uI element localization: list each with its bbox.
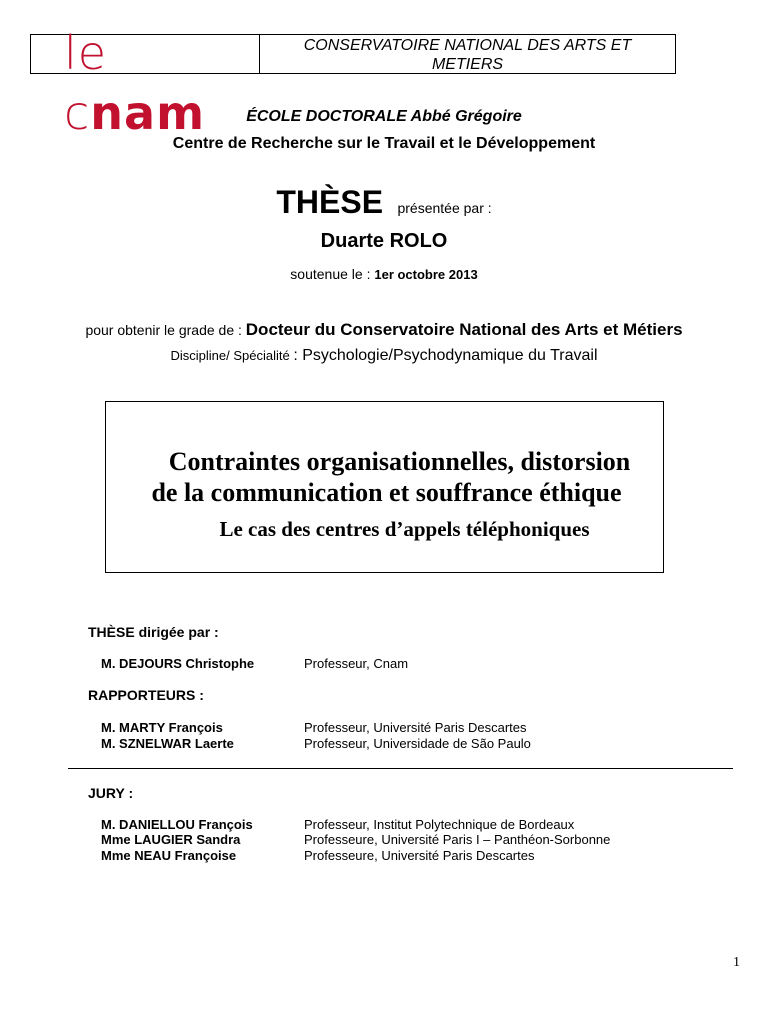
list-item: [0, 736, 768, 753]
institution-line1: CONSERVATOIRE NATIONAL DES ARTS ET: [303, 37, 632, 54]
thesis-subtitle: Le cas des centres d’appels téléphoniques: [219, 517, 590, 541]
thesis-title-line1: Contraintes organisationnelles, distorsion: [168, 447, 631, 476]
member-role: Professeur, Université Paris Descartes: [304, 720, 527, 735]
list-item: [0, 720, 768, 737]
list-item: [0, 848, 768, 865]
member-name: M. MARTY François: [101, 720, 223, 735]
direction-heading: THÈSE dirigée par :: [88, 624, 219, 640]
member-role: Professeur, Cnam: [304, 656, 409, 671]
research-centre: Centre de Recherche sur le Travail et le Développement: [172, 135, 596, 152]
page-number: 1: [733, 955, 740, 970]
institution-name: [260, 35, 675, 74]
cnam-logo: [31, 26, 260, 140]
divider: [68, 768, 733, 769]
these-heading: [0, 184, 768, 221]
list-item: [0, 832, 768, 849]
member-name: M. DEJOURS Christophe: [101, 656, 255, 671]
discipline-label: Discipline/ Spécialité: [170, 348, 290, 363]
thesis-title: [106, 446, 663, 508]
thesis-title-line2: de la communication et souffrance éthique: [151, 478, 622, 507]
thesis-title-box: [105, 401, 664, 573]
member-name: Mme LAUGIER Sandra: [101, 832, 241, 847]
member-role: Professeure, Université Paris Descartes: [304, 848, 535, 863]
member-role: Professeur, Universidade de São Paulo: [304, 736, 531, 751]
reporters-heading: RAPPORTEURS :: [88, 687, 204, 703]
defended-label: soutenue le :: [290, 266, 371, 282]
institution-line2: METIERS: [431, 56, 504, 73]
discipline-line: [0, 347, 768, 365]
degree-line: [0, 320, 768, 340]
discipline-value: : Psychologie/Psychodynamique du Travail: [293, 347, 598, 364]
member-role: Professeur, Institut Polytechnique de Bordeaux: [304, 817, 575, 832]
logo-text: le cnam: [64, 26, 206, 140]
grade-label: pour obtenir le grade de :: [85, 322, 242, 338]
list-item: [0, 656, 768, 673]
these-word: THÈSE: [276, 184, 384, 220]
member-name: M. SZNELWAR Laerte: [101, 736, 234, 751]
member-name: Mme NEAU Françoise: [101, 848, 237, 863]
defense-date-line: [0, 266, 768, 282]
jury-heading: JURY :: [88, 785, 134, 801]
member-role: Professeure, Université Paris I – Panthéon-Sorbonne: [304, 832, 611, 847]
author-name: Duarte ROLO: [320, 230, 448, 252]
member-name: M. DANIELLOU François: [101, 817, 253, 832]
grade-value: Docteur du Conservatoire National des Arts et Métiers: [245, 320, 683, 339]
defended-date: 1er octobre 2013: [374, 267, 478, 282]
doctoral-school: ÉCOLE DOCTORALE Abbé Grégoire: [246, 108, 522, 125]
presented-by: présentée par :: [397, 200, 492, 216]
